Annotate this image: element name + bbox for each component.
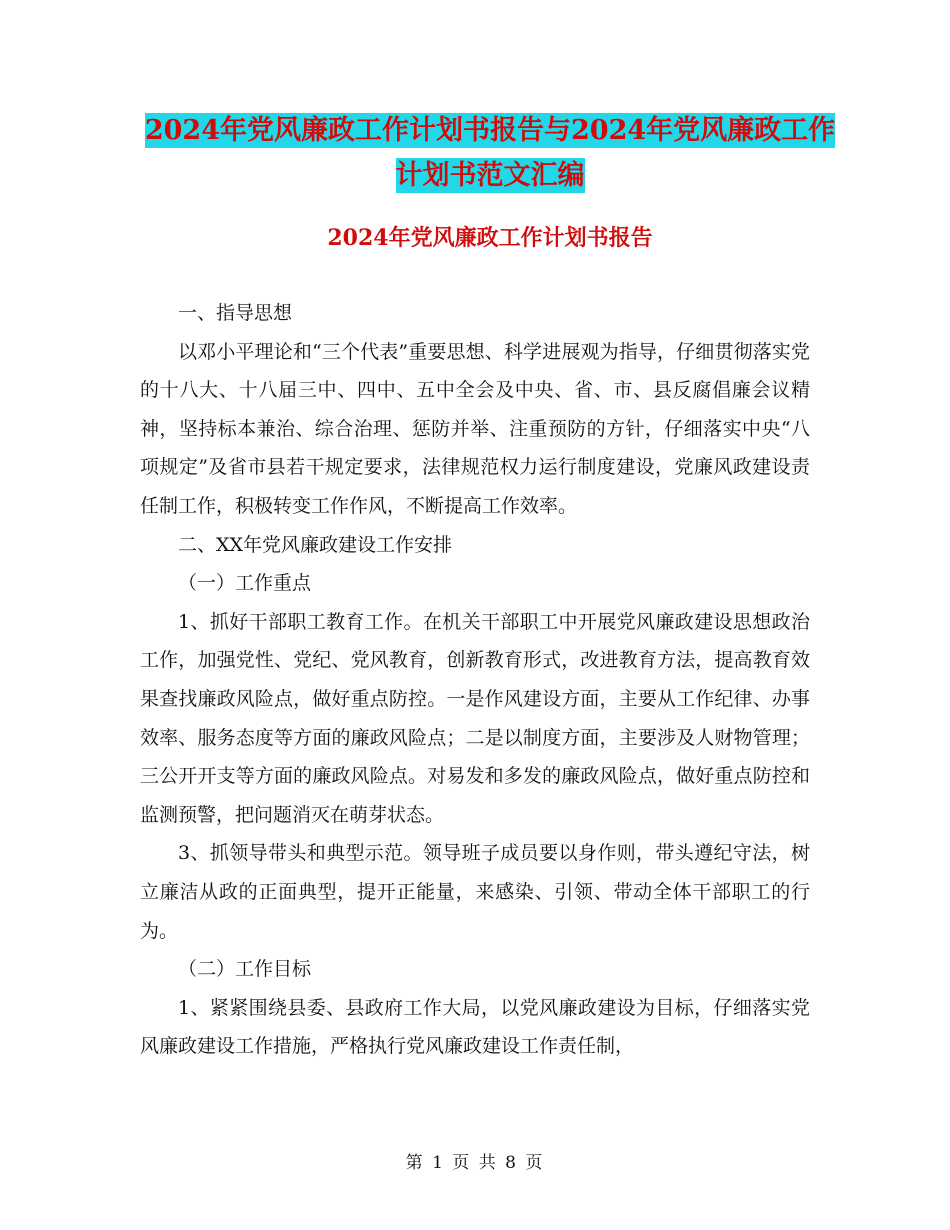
paragraph-leadership-example: 3、抓领导带头和典型示范。领导班子成员要以身作则，带头遵纪守法，树立廉洁从政的正面典型，提开正能量，来感染、引领、带动全体干部职工的行为。 — [140, 842, 810, 942]
page-footer: 第 1 页 共 8 页 — [405, 1153, 545, 1173]
paragraph-guiding-thought: 以邓小平理论和“三个代表”重要思想、科学进展观为指导，仔细贯彻落实党的十八大、十八届三中、四中、五中全会及中央、省、市、县反腐倡廉会议精神，坚持标本兼治、综合治理、惩防并举、注重预防的方针，仔细落实中央“八项规定”及省市县若干规定要求，法律规范权力运行制度建设，党廉风政建设责任制工作，积极转变工作作风，不断提高工作效率。 — [140, 340, 810, 517]
section-title: 2024年党风廉政工作计划书报告 — [327, 225, 653, 251]
heading-guiding-thought: 一、指导思想 — [178, 302, 293, 324]
paragraph-goal-one: 1、紧紧围绕县委、县政府工作大局，以党风廉政建设为目标，仔细落实党风廉政建设工作措施，严格执行党风廉政建设工作责任制， — [140, 996, 810, 1058]
paragraph-education-work: 1、抓好干部职工教育工作。在机关干部职工中开展党风廉政建设思想政治工作，加强党性、党纪、党风教育，创新教育形式，改进教育方法，提高教育效果查找廉政风险点，做好重点防控。一是作风建设方面，主要从工作纪律、办事效率、服务态度等方面的廉政风险点；二是以制度方面，主要涉及人财物管理；三公开开支等方面的廉政风险点。对易发和多发的廉政风险点，做好重点防控和监测预警，把问题消灭在萌芽状态。 — [140, 610, 810, 826]
heading-work-arrangement: 二、XX年党风廉政建设工作安排 — [178, 533, 453, 556]
document-body — [140, 294, 810, 1066]
document-title-highlight: 2024年党风廉政工作计划书报告与2024年党风廉政工作计划书范文汇编 — [144, 115, 836, 191]
heading-work-focus: （一）工作重点 — [178, 572, 312, 595]
document-title — [140, 108, 840, 198]
heading-work-goals: （二）工作目标 — [178, 958, 312, 981]
